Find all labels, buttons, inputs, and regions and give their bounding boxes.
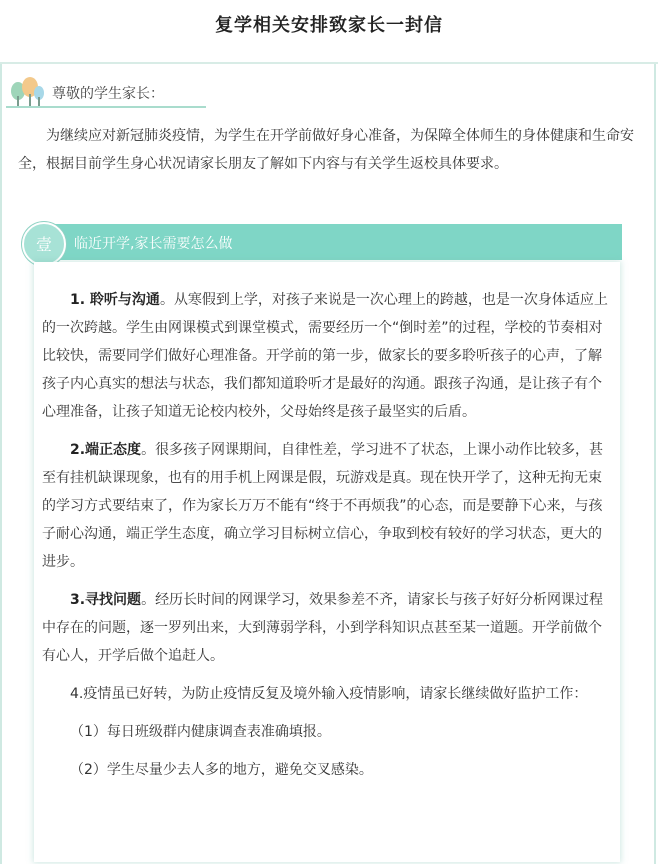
paragraph-heading: 3.寻找问题	[70, 592, 142, 608]
list-item: （2）学生尽量少去人多的地方，避免交叉感染。	[70, 762, 373, 778]
greeting-block	[6, 76, 206, 110]
paragraph-heading-sep: 。	[141, 442, 156, 458]
paragraph	[42, 436, 612, 576]
list-item: （1）每日班级群内健康调查表准确填报。	[70, 724, 331, 740]
intro-paragraph: 为继续应对新冠肺炎疫情，为学生在开学前做好身心准备，为保障全体师生的身体健康和生命安全，根据目前学生身心状况请家长朋友了解如下内容与有关学生返校具体要求。	[18, 128, 634, 172]
paragraph-heading: 1. 聆听与沟通	[70, 292, 160, 308]
paragraph	[42, 586, 612, 670]
paragraph-text: 很多孩子网课期间，自律性差，学习进不了状态，上课小动作比较多，甚至有挂机缺课现象，也有的用手机上网课是假，玩游戏是真。现在快开学了，这种无拘无束的学习方式要结束了，作为家长万万不能有“终于不再烦我”的心态，而是要静下心来，与孩子耐心沟通，端正学生态度，确立学习目标树立信心，争取到校有较好的学习状态，更大的进步。	[42, 442, 604, 570]
greeting-underline	[6, 106, 206, 108]
paragraph-text: 从寒假到上学，对孩子来说是一次心理上的跨越，也是一次身体适应上的一次跨越。学生由网课模式到课堂模式，需要经历一个“倒时差”的过程，学校的节奏相对比较快，需要同学们做好心理准备。开学前的第一步，做家长的要多聆听孩子的心声，了解孩子内心真实的想法与状态，我们都知道聆听才是最好的沟通。跟孩子沟通，是让孩子有个心理准备，让孩子知道无论校内校外，父母始终是孩子最坚实的后盾。	[42, 292, 608, 420]
paragraph-text: 4.疫情虽已好转，为防止疫情反复及境外输入疫情影响，请家长继续做好监护工作：	[70, 686, 588, 702]
page-title: 复学相关安排致家长一封信	[215, 15, 443, 36]
paragraph-heading: 2.端正态度	[70, 442, 142, 458]
section-badge-label: 壹	[35, 235, 52, 254]
section-badge	[22, 222, 66, 266]
tree-icon	[8, 76, 46, 108]
section-title: 临近开学,家长需要怎么做	[74, 236, 233, 252]
section-header	[38, 224, 622, 260]
paragraph-heading-sep: 。	[159, 292, 174, 308]
paragraph-text: 经历长时间的网课学习，效果参差不齐，请家长与孩子好好分析网课过程中存在的问题，逐一罗列出来，大到薄弱学科，小到学科知识点甚至某一道题。开学前做个有心人，开学后做个追赶人。	[42, 592, 604, 664]
paragraph-heading-sep: 。	[141, 592, 156, 608]
section-card-body	[42, 286, 612, 794]
section-card	[34, 262, 620, 862]
paragraph	[42, 680, 612, 708]
greeting-text: 尊敬的学生家长：	[52, 86, 164, 102]
paragraph	[42, 286, 612, 426]
